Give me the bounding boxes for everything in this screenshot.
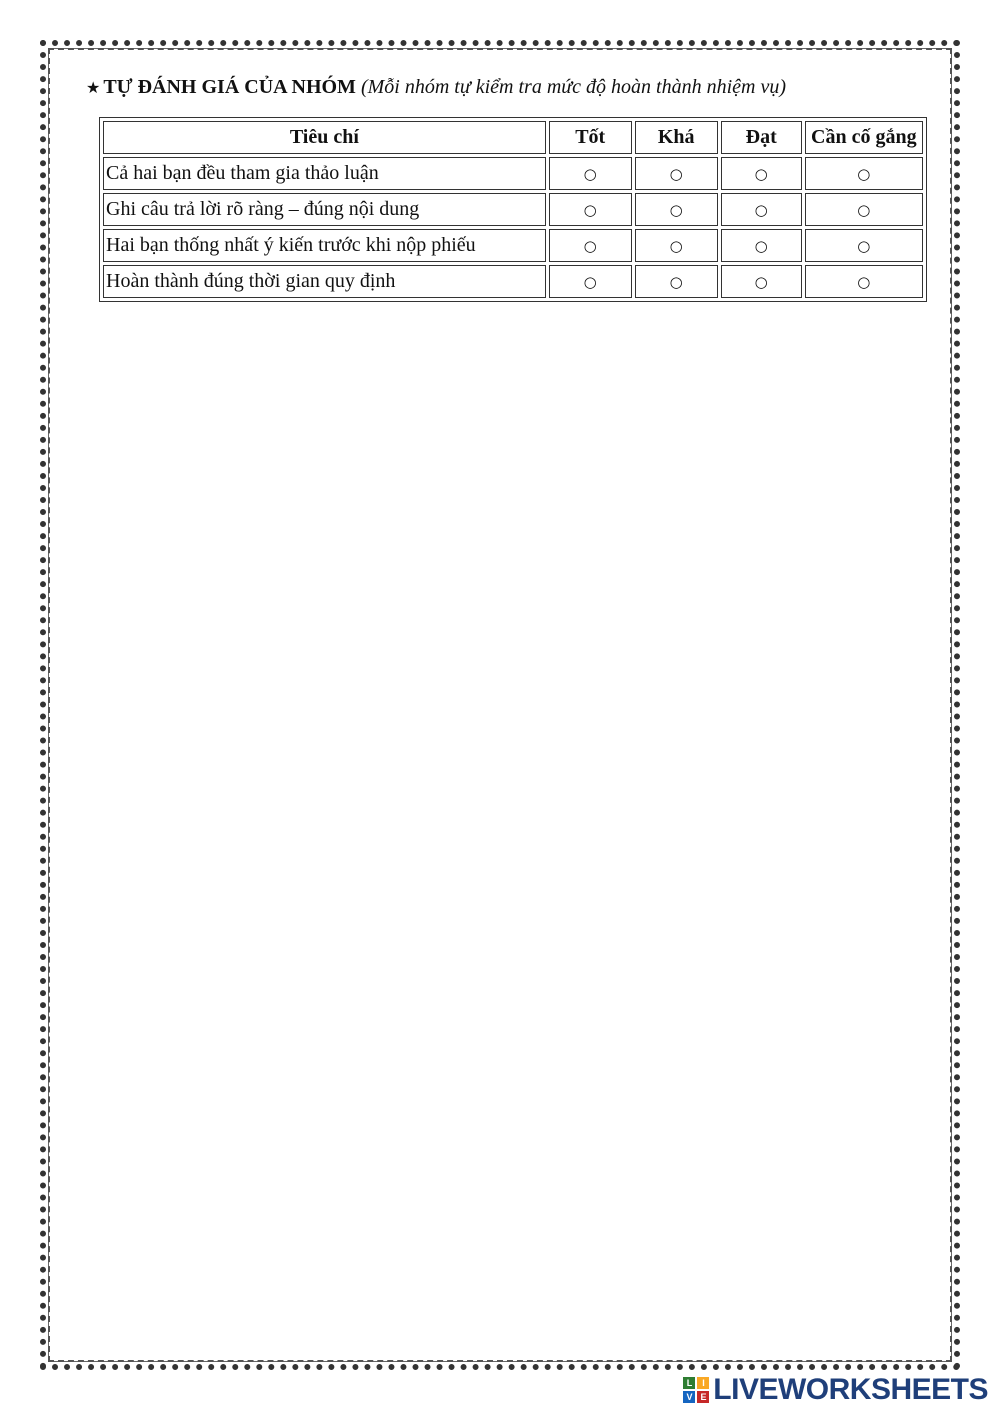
criterion-label: Ghi câu trả lời rõ ràng – đúng nội dung [103,193,546,226]
logo-letter: V [683,1391,695,1403]
radio-option-good[interactable]: ○ [549,193,632,226]
table-header-row [103,121,923,154]
star-icon: ★ [86,80,101,97]
header-needs-effort: Cần cố gắng [805,121,923,154]
radio-option-pass[interactable]: ○ [721,229,802,262]
radio-option-pass[interactable]: ○ [721,157,802,190]
header-good: Tốt [549,121,632,154]
table-row [103,193,923,226]
table-row [103,265,923,298]
logo-letter: E [697,1391,709,1403]
brand-wordmark: LIVEWORKSHEETS [713,1373,988,1406]
section-title: TỰ ĐÁNH GIÁ CỦA NHÓM [103,76,356,98]
header-fair: Khá [635,121,718,154]
table-row [103,229,923,262]
radio-option-good[interactable]: ○ [549,157,632,190]
criterion-label: Hai bạn thống nhất ý kiến trước khi nộp phiếu [103,229,546,262]
self-assessment-table [99,117,927,302]
radio-option-needs-effort[interactable]: ○ [805,265,923,298]
criterion-label: Hoàn thành đúng thời gian quy định [103,265,546,298]
radio-option-good[interactable]: ○ [549,265,632,298]
section-instruction: (Mỗi nhóm tự kiểm tra mức độ hoàn thành nhiệm vụ) [360,76,787,98]
radio-option-good[interactable]: ○ [549,229,632,262]
radio-option-needs-effort[interactable]: ○ [805,157,923,190]
radio-option-needs-effort[interactable]: ○ [805,193,923,226]
radio-option-needs-effort[interactable]: ○ [805,229,923,262]
table-row [103,157,923,190]
liveworksheets-brand [683,1373,988,1407]
radio-option-pass[interactable]: ○ [721,265,802,298]
logo-letter: L [683,1377,695,1389]
radio-option-fair[interactable]: ○ [635,193,718,226]
liveworksheets-logo-icon [683,1377,709,1403]
radio-option-pass[interactable]: ○ [721,193,802,226]
radio-option-fair[interactable]: ○ [635,157,718,190]
header-pass: Đạt [721,121,802,154]
radio-option-fair[interactable]: ○ [635,229,718,262]
logo-letter: I [697,1377,709,1389]
radio-option-fair[interactable]: ○ [635,265,718,298]
header-criteria: Tiêu chí [103,121,546,154]
criterion-label: Cả hai bạn đều tham gia thảo luận [103,157,546,190]
section-heading [86,76,786,99]
